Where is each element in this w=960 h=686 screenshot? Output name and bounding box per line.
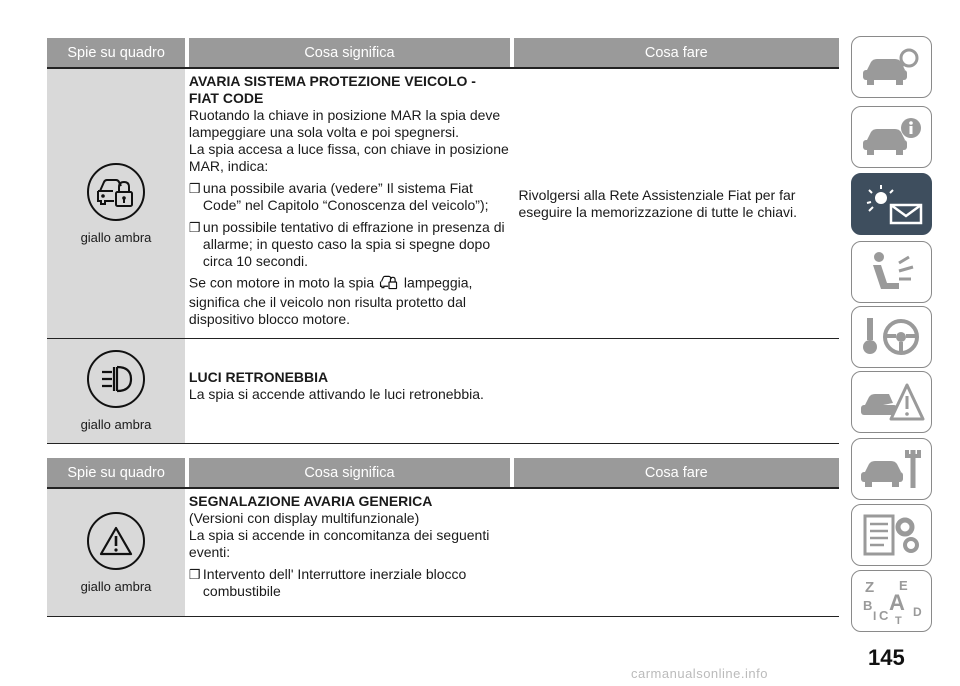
meaning-cell bbox=[189, 489, 513, 616]
bullet-mark: ❒ bbox=[188, 220, 201, 235]
table-header bbox=[47, 38, 839, 69]
car-lock-icon bbox=[87, 163, 145, 221]
lamp-cell bbox=[47, 69, 185, 338]
paragraph bbox=[189, 274, 513, 328]
car-lock-icon bbox=[379, 274, 399, 294]
paragraph: La spia si accende in concomitanza dei seguenti eventi: bbox=[188, 527, 490, 560]
warning-title: AVARIA SISTEMA PROTEZIONE VEICOLO - bbox=[188, 73, 476, 89]
index-letter: B bbox=[862, 598, 872, 613]
index-letter: E bbox=[898, 578, 908, 593]
header-fare: Cosa fare bbox=[514, 458, 839, 487]
car-wrench-icon bbox=[859, 446, 925, 492]
paragraph: Ruotando la chiave in posizione MAR la spia deve lampeggiare una sola volta e poi spegnersi. bbox=[188, 107, 501, 140]
paragraph-text: Se con motore in moto la spia bbox=[188, 274, 375, 291]
tab-car-info[interactable] bbox=[851, 106, 932, 168]
seat-airbag-icon bbox=[859, 249, 925, 295]
action-cell bbox=[514, 489, 839, 616]
tab-car-search[interactable] bbox=[851, 36, 932, 98]
index-letter: T bbox=[894, 615, 902, 626]
meaning-cell bbox=[189, 339, 513, 443]
car-accident-warning-icon bbox=[859, 379, 925, 425]
action-text: Rivolgersi alla Rete Assistenziale Fiat per far eseguire la memorizzazione di tutte le chiavi. bbox=[518, 186, 798, 220]
bullet-mark: ❒ bbox=[188, 181, 201, 196]
table-row bbox=[47, 69, 839, 339]
tab-warning-lights[interactable] bbox=[851, 173, 932, 235]
warning-title: FIAT CODE bbox=[188, 90, 264, 106]
warning-triangle-icon bbox=[87, 512, 145, 570]
tab-index[interactable] bbox=[851, 570, 932, 632]
lamp-cell bbox=[47, 339, 185, 443]
lamp-color: giallo ambra bbox=[80, 229, 152, 245]
lamp-cell bbox=[47, 489, 185, 616]
bullet-mark: ❒ bbox=[188, 567, 201, 582]
warning-light-message-icon bbox=[859, 181, 925, 227]
rear-fog-light-icon bbox=[87, 350, 145, 408]
table-header bbox=[47, 458, 839, 489]
bullet-text: una possibile avaria (vedere” Il sistema Fiat Code” nel Capitolo “Conoscenza del veicolo”); bbox=[202, 180, 489, 213]
index-letter: Z bbox=[864, 579, 874, 596]
header-spie: Spie su quadro bbox=[47, 458, 185, 487]
paragraph: (Versioni con display multifunzionale) bbox=[188, 510, 420, 526]
car-search-icon bbox=[859, 44, 925, 90]
paragraph-text: lampeggia, significa che il veicolo non risulta protetto dal dispositivo blocco motore. bbox=[188, 274, 473, 327]
header-significa: Cosa significa bbox=[189, 38, 509, 67]
index-letter: C bbox=[878, 608, 888, 623]
warning-title: SEGNALAZIONE AVARIA GENERICA bbox=[188, 493, 433, 509]
paragraph: La spia si accende attivando le luci retronebbia. bbox=[188, 386, 484, 402]
alphabetical-index-icon bbox=[859, 576, 925, 626]
lamp-color: giallo ambra bbox=[80, 417, 152, 432]
warning-lights-table-1 bbox=[47, 38, 839, 444]
lamp-color: giallo ambra bbox=[80, 578, 152, 594]
header-spie: Spie su quadro bbox=[47, 38, 185, 67]
bullet-text: Intervento dell' Interruttore inerziale blocco combustibile bbox=[202, 566, 467, 599]
tab-technical-data[interactable] bbox=[851, 504, 932, 566]
specs-gears-icon bbox=[859, 512, 925, 558]
header-significa: Cosa significa bbox=[189, 458, 509, 487]
index-letter: D bbox=[912, 605, 922, 619]
tab-maintenance[interactable] bbox=[851, 438, 932, 500]
action-cell bbox=[514, 339, 839, 443]
list-item bbox=[189, 566, 513, 600]
key-steering-wheel-icon bbox=[859, 314, 925, 360]
list-item bbox=[189, 180, 513, 214]
table-row bbox=[47, 339, 839, 444]
meaning-cell bbox=[189, 69, 513, 338]
bullet-text: un possibile tentativo di effrazione in presenza di allarme; in questo caso la spia si spegne dopo circa 10 secondi. bbox=[202, 219, 505, 269]
table-row bbox=[47, 489, 839, 617]
header-fare: Cosa fare bbox=[514, 38, 839, 67]
index-letter: I bbox=[872, 609, 876, 623]
tab-starting-driving[interactable] bbox=[851, 306, 932, 368]
list-item bbox=[189, 219, 513, 270]
index-letter: A bbox=[888, 590, 905, 615]
action-cell bbox=[514, 69, 839, 338]
paragraph: La spia accesa a luce fissa, con chiave in posizione MAR, indica: bbox=[188, 141, 509, 174]
watermark: carmanualsonline.info bbox=[631, 666, 768, 681]
car-info-icon bbox=[859, 114, 925, 160]
page-number: 145 bbox=[868, 645, 905, 670]
warning-lights-table-2 bbox=[47, 458, 839, 617]
tab-safety[interactable] bbox=[851, 241, 932, 303]
warning-title: LUCI RETRONEBBIA bbox=[188, 369, 329, 385]
tab-emergency[interactable] bbox=[851, 371, 932, 433]
